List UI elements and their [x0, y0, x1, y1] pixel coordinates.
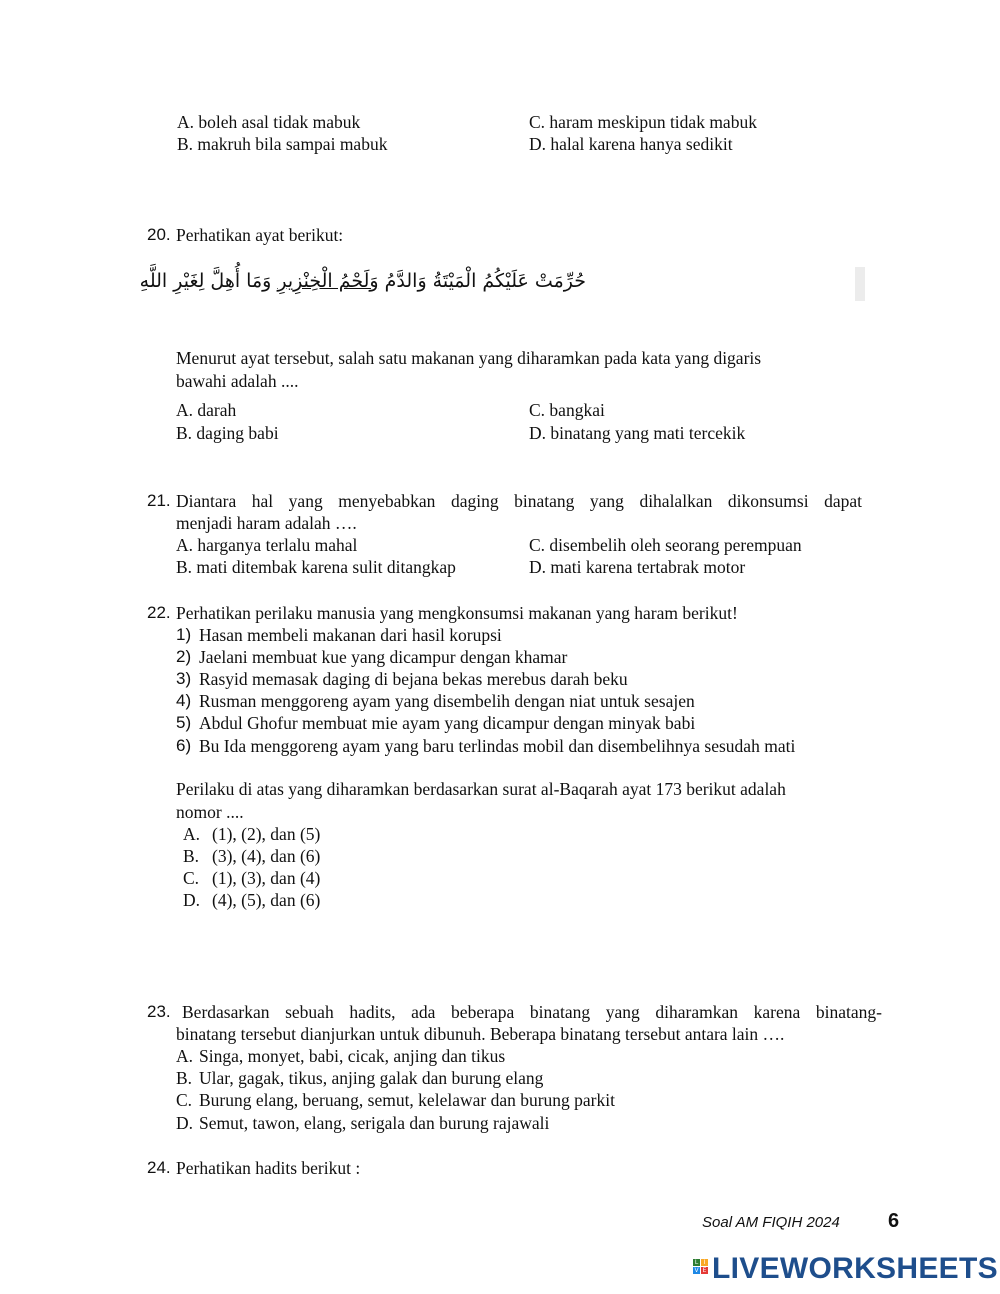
q19-option-c[interactable]: C. haram meskipun tidak mabuk	[529, 112, 757, 132]
logo-cell: I	[701, 1259, 708, 1266]
q19-option-a[interactable]: A. boleh asal tidak mabuk	[177, 112, 361, 132]
arabic-part-2: وَمَا أُهِلَّ لِغَيْرِ اللَّهِ	[139, 270, 278, 292]
q23-option-b[interactable]: Ular, gagak, tikus, anjing galak dan burung elang	[199, 1068, 544, 1088]
q23-number: 23.	[147, 1002, 171, 1021]
q22-option-d[interactable]: (4), (5), dan (6)	[212, 890, 321, 910]
q20-option-d[interactable]: D. binatang yang mati tercekik	[529, 423, 746, 443]
q21-line1: Diantara hal yang menyebabkan daging binatang yang dihalalkan dikonsumsi dapat	[176, 491, 862, 511]
q23-option-a[interactable]: Singa, monyet, babi, cicak, anjing dan tikus	[199, 1046, 506, 1066]
q22-item-num: 6)	[176, 736, 192, 755]
arabic-part-1: حُرِّمَتْ عَلَيْكُمُ الْمَيْتَةُ وَالدَّمُ	[378, 270, 586, 292]
q20-text: Perhatikan ayat berikut:	[176, 225, 344, 245]
q22-item-num: 3)	[176, 669, 192, 688]
q22-item-text: Hasan membeli makanan dari hasil korupsi	[199, 625, 502, 645]
q22-item-num: 5)	[176, 713, 192, 732]
arabic-underlined: وَلَحْمُ الْخِنْزِيرِ	[277, 270, 379, 292]
q22-option-letter: A.	[183, 824, 201, 844]
q21-option-d[interactable]: D. mati karena tertabrak motor	[529, 557, 746, 577]
q20-number: 20.	[147, 225, 171, 244]
q22-number: 22.	[147, 603, 171, 622]
q22-item-num: 2)	[176, 647, 192, 666]
q19-option-b[interactable]: B. makruh bila sampai mabuk	[177, 134, 388, 154]
q24-text: Perhatikan hadits berikut :	[176, 1158, 361, 1178]
q22-question-line1: Perilaku di atas yang diharamkan berdasarkan surat al-Baqarah ayat 173 berikut adalah	[176, 779, 786, 799]
q21-line2: menjadi haram adalah ….	[176, 513, 357, 533]
q22-item-text: Rusman menggoreng ayam yang disembelih dengan niat untuk sesajen	[199, 691, 695, 711]
q23-option-letter: B.	[176, 1068, 193, 1088]
q23-line2: binatang tersebut dianjurkan untuk dibunuh. Beberapa binatang tersebut antara lain ….	[176, 1024, 785, 1044]
q21-option-a[interactable]: A. harganya terlalu mahal	[176, 535, 358, 555]
liveworksheets-wordmark: LIVEWORKSHEETS	[712, 1252, 998, 1285]
q22-option-c[interactable]: (1), (3), dan (4)	[212, 868, 321, 888]
q20-option-c[interactable]: C. bangkai	[529, 400, 605, 420]
q20-question-line2: bawahi adalah ....	[176, 371, 299, 391]
q23-option-d[interactable]: Semut, tawon, elang, serigala dan burung rajawali	[199, 1113, 550, 1133]
page-number: 6	[888, 1210, 900, 1232]
q21-option-b[interactable]: B. mati ditembak karena sulit ditangkap	[176, 557, 456, 577]
q21-option-c[interactable]: C. disembelih oleh seorang perempuan	[529, 535, 802, 555]
q22-question-line2: nomor ....	[176, 802, 244, 822]
logo-cell: V	[694, 1267, 699, 1274]
q22-option-letter: D.	[183, 890, 201, 910]
logo-cell: L	[694, 1259, 699, 1266]
q20-arabic-verse	[139, 270, 586, 292]
logo-cell: E	[702, 1267, 707, 1274]
q22-option-letter: C.	[183, 868, 200, 888]
q22-option-b[interactable]: (3), (4), dan (6)	[212, 846, 321, 866]
q23-option-letter: D.	[176, 1113, 194, 1133]
q23-option-letter: C.	[176, 1090, 193, 1110]
scan-mark	[855, 267, 865, 301]
q20-option-b[interactable]: B. daging babi	[176, 423, 279, 443]
q23-option-c[interactable]: Burung elang, beruang, semut, kelelawar dan burung parkit	[199, 1090, 615, 1110]
q22-text: Perhatikan perilaku manusia yang mengkonsumsi makanan yang haram berikut!	[176, 603, 738, 623]
q22-item-text: Bu Ida menggoreng ayam yang baru terlindas mobil dan disembelihnya sesudah mati	[199, 736, 796, 756]
q22-option-a[interactable]: (1), (2), dan (5)	[212, 824, 321, 844]
logo-grid-icon	[693, 1259, 709, 1281]
q22-item-text: Rasyid memasak daging di bejana bekas merebus darah beku	[199, 669, 628, 689]
q19-option-d[interactable]: D. halal karena hanya sedikit	[529, 134, 733, 154]
q22-item-num: 1)	[176, 625, 192, 644]
q22-item-num: 4)	[176, 691, 192, 710]
q20-question-line1: Menurut ayat tersebut, salah satu makanan yang diharamkan pada kata yang digaris	[176, 348, 762, 368]
q21-number: 21.	[147, 491, 171, 510]
q20-option-a[interactable]: A. darah	[176, 400, 237, 420]
q22-item-text: Abdul Ghofur membuat mie ayam yang dicampur dengan minyak babi	[199, 713, 696, 733]
q22-option-letter: B.	[183, 846, 200, 866]
q22-item-text: Jaelani membuat kue yang dicampur dengan khamar	[199, 647, 568, 667]
q23-line1: Berdasarkan sebuah hadits, ada beberapa binatang yang diharamkan karena binatang-	[182, 1002, 882, 1022]
q23-option-letter: A.	[176, 1046, 194, 1066]
q24-number: 24.	[147, 1158, 171, 1177]
footer-label: Soal AM FIQIH 2024	[702, 1214, 840, 1231]
